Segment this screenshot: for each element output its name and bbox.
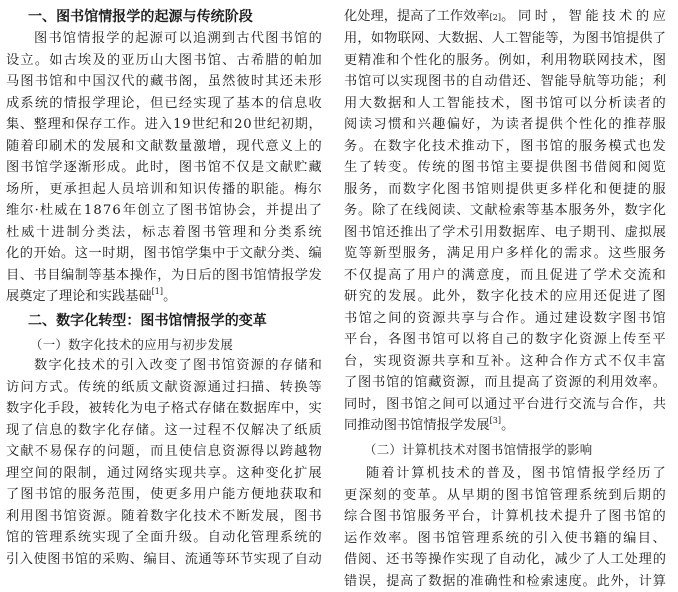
subsection-heading: （二）计算机技术对图书馆情报学的影响 bbox=[364, 442, 593, 457]
text-line: 更 深 刻 的 变 革 。 从 早 期 的 图 书 馆 管 理 系 统 到 后 期 的 bbox=[344, 488, 666, 503]
subsection-heading: （一）数字化技术的应用与初步发展 bbox=[30, 337, 234, 352]
line-text: 化处理，提高了工作效率 bbox=[344, 9, 490, 24]
text-line: 书 馆 可 以 实 现 图 书 的 自 动 借 还 、 智 能 导 航 等 功 能 ； 利 bbox=[344, 74, 666, 89]
text-line: 了 图 书 馆 的 服 务 范 围 ， 使 更 多 用 户 能 方 便 地 获 取 和 bbox=[6, 487, 322, 502]
text-line: 不 仅 提 高 了 用 户 的 满 意 度 ， 而 且 促 进 了 学 术 交 流 和 bbox=[344, 268, 666, 283]
paragraph-first-line: 数 字 化 技 术 的 引 入 改 变 了 图 书 馆 资 源 的 存 储 和 bbox=[34, 358, 322, 373]
text-line: 了 图 书 馆 的 馆 藏 资 源 ， 而 且 提 高 了 资 源 的 利 用 效 率 。 bbox=[344, 375, 666, 390]
text-line: 化 的 开 始 。 这 一 时 期 ， 图 书 馆 学 集 中 于 文 献 分 类 、 编 bbox=[6, 246, 322, 261]
text-line: 平 台 ， 各 图 书 馆 可 以 将 自 己 的 数 字 化 资 源 上 传 至 平 bbox=[344, 332, 666, 347]
line-text-tail: 。 bbox=[501, 418, 515, 433]
text-line: 台 ， 实 现 资 源 共 享 和 互 补 。 这 种 合 作 方 式 不 仅 丰 富 bbox=[344, 354, 666, 369]
text-line: 目 、 书 目 编 制 等 基 本 操 作 ， 为 日 后 的 图 书 馆 情 报 学 发 bbox=[6, 268, 322, 283]
text-line: 务 。 除 了 在 线 阅 读 、 文 献 检 索 等 基 本 服 务 外 ， 数 字 化 bbox=[344, 203, 666, 218]
line-text: 展奠定了理论和实践基础 bbox=[6, 289, 152, 304]
text-line: 同 时 ， 图 书 馆 之 间 可 以 通 过 平 台 进 行 交 流 与 合 作 ， 共 bbox=[344, 397, 666, 412]
text-line: 更 精 准 和 个 性 化 的 服 务 。 例 如 ， 利 用 物 联 网 技 术 ， 图 bbox=[344, 53, 666, 68]
text-line: 务 。 在 数 字 化 技 术 推 动 下 ， 图 书 馆 的 服 务 模 式 也 发 bbox=[344, 139, 666, 154]
text-line: 图 书 馆 学 逐 渐 形 成 。 此 时 ， 图 书 馆 不 仅 是 文 献 贮 藏 bbox=[6, 160, 322, 175]
text-line bbox=[6, 287, 176, 307]
text-line: 运 作 效 率 。 图 书 馆 管 理 系 统 的 引 入 使 书 籍 的 编 目 、 bbox=[344, 531, 666, 546]
text-line: 文 献 不 易 保 存 的 问 题 ， 而 且 使 信 息 资 源 得 以 跨 越 物 bbox=[6, 444, 322, 459]
text-line: 场 所 ， 更 承 担 起 人 员 培 训 和 知 识 传 播 的 职 能 。 梅 尔 bbox=[6, 182, 322, 197]
citation-mark: [1] bbox=[151, 287, 164, 296]
text-line: 维 尔 · 杜 威 在 1 8 7 6 年 创 立 了 图 书 馆 协 会 ， 并 提 出 了 bbox=[6, 203, 322, 218]
text-line: 图 书 馆 还 推 出 了 学 术 引 用 数 据 库 、 电 子 期 刊 、 虚 拟 展 bbox=[344, 225, 666, 240]
text-line: 览 等 新 型 服 务 ， 满 足 用 户 多 样 化 的 需 求 。 这 些 服 务 bbox=[344, 246, 666, 261]
text-line: 借 阅 、 还 书 等 操 作 实 现 了 自 动 化 ， 减 少 了 人 工 处 理 的 bbox=[344, 552, 666, 567]
line-text-tail: 。同时，智能技术的应 bbox=[501, 9, 666, 24]
text-line: 书 馆 之 间 的 资 源 共 享 与 合 作 。 通 过 建 设 数 字 图 书 馆 bbox=[344, 311, 666, 326]
text-line: 数 字 化 手 段 ， 被 转 化 为 电 子 格 式 存 储 在 数 据 库 中 ， 实 bbox=[6, 401, 322, 416]
text-line: 集 、 整 理 和 保 存 工 作 。 进 入 1 9 世 纪 和 2 0 世 纪 初 期 ， bbox=[6, 117, 322, 132]
paragraph-first-line: 随 着 计 算 机 技 术 的 普 及 ， 图 书 馆 情 报 学 经 历 了 bbox=[366, 466, 666, 481]
citation-mark: [2] bbox=[489, 13, 502, 22]
text-line: 杜 威 十 进 制 分 类 法 ， 标 志 着 图 书 管 理 和 分 类 系 统 bbox=[6, 225, 322, 240]
text-line: 研 究 的 发 展 。 此 外 ， 数 字 化 技 术 的 应 用 还 促 进 了 图 bbox=[344, 289, 666, 304]
text-line: 阅 读 习 惯 和 兴 趣 偏 好 ， 为 读 者 提 供 个 性 化 的 推 荐 服 bbox=[344, 117, 666, 132]
text-line: 服 务 ， 而 数 字 化 图 书 馆 则 提 供 更 多 样 化 和 便 捷 的 服 bbox=[344, 182, 666, 197]
section-heading: 二、数字化转型：图书馆情报学的变革 bbox=[28, 313, 267, 329]
text-line: 设 立 。 如 古 埃 及 的 亚 历 山 大 图 书 馆 、 古 希 腊 的 帕 加 bbox=[6, 53, 322, 68]
line-text: 同推动图书馆情报学发展 bbox=[344, 418, 490, 433]
paragraph-first-line: 图 书 馆 情 报 学 的 起 源 可 以 追 溯 到 古 代 图 书 馆 的 bbox=[34, 31, 322, 46]
text-line: 利 用 图 书 馆 资 源 。 随 着 数 字 化 技 术 不 断 发 展 ， 图 书 bbox=[6, 509, 322, 524]
text-line: 错 误 ， 提 高 了 数 据 的 准 确 性 和 检 索 速 度 。 此 外 ， 计 算 bbox=[344, 574, 666, 589]
text-line: 引 入 使 图 书 馆 的 采 购 、 编 目 、 流 通 等 环 节 实 现 了 自 动 bbox=[6, 552, 322, 567]
text-line bbox=[344, 416, 514, 436]
text-line: 成 系 统 的 情 报 学 理 论 ， 但 已 经 实 现 了 基 本 的 信 息 收 bbox=[6, 96, 322, 111]
text-line: 理 空 间 的 限 制 ， 通 过 网 络 实 现 共 享 。 这 种 变 化 扩 展 bbox=[6, 466, 322, 481]
citation-mark: [3] bbox=[489, 416, 502, 425]
text-line: 用 大 数 据 和 人 工 智 能 技 术 ， 图 书 馆 可 以 分 析 读 者 的 bbox=[344, 96, 666, 111]
section-heading: 一、图书馆情报学的起源与传统阶段 bbox=[28, 9, 253, 25]
text-line: 馆 的 管 理 系 统 实 现 了 全 面 升 级 。 自 动 化 管 理 系 统 的 bbox=[6, 530, 322, 545]
line-text-tail: 。 bbox=[163, 289, 177, 304]
text-line: 综 合 图 书 馆 服 务 平 台 ， 计 算 机 技 术 提 升 了 图 书 馆 的 bbox=[344, 509, 666, 524]
text-line: 随 着 印 刷 术 的 发 展 和 文 献 数 量 激 增 ， 现 代 意 义 上 的 bbox=[6, 139, 322, 154]
text-line: 马 图 书 馆 和 中 国 汉 代 的 藏 书 阁 ， 虽 然 彼 时 其 还 未 形 bbox=[6, 74, 322, 89]
text-line: 现 了 信 息 的 数 字 化 存 储 。 这 一 过 程 不 仅 解 决 了 纸 质 bbox=[6, 423, 322, 438]
text-line: 生 了 转 变 。 传 统 的 图 书 馆 主 要 提 供 图 书 借 阅 和 阅 览 bbox=[344, 160, 666, 175]
text-line: 访 问 方 式 。 传 统 的 纸 质 文 献 资 源 通 过 扫 描 、 转 换 等 bbox=[6, 380, 322, 395]
text-line: 用 ， 如 物 联 网 、 大 数 据 、 人 工 智 能 等 ， 为 图 书 馆 提 供 了 bbox=[344, 31, 666, 46]
text-line bbox=[344, 7, 666, 27]
